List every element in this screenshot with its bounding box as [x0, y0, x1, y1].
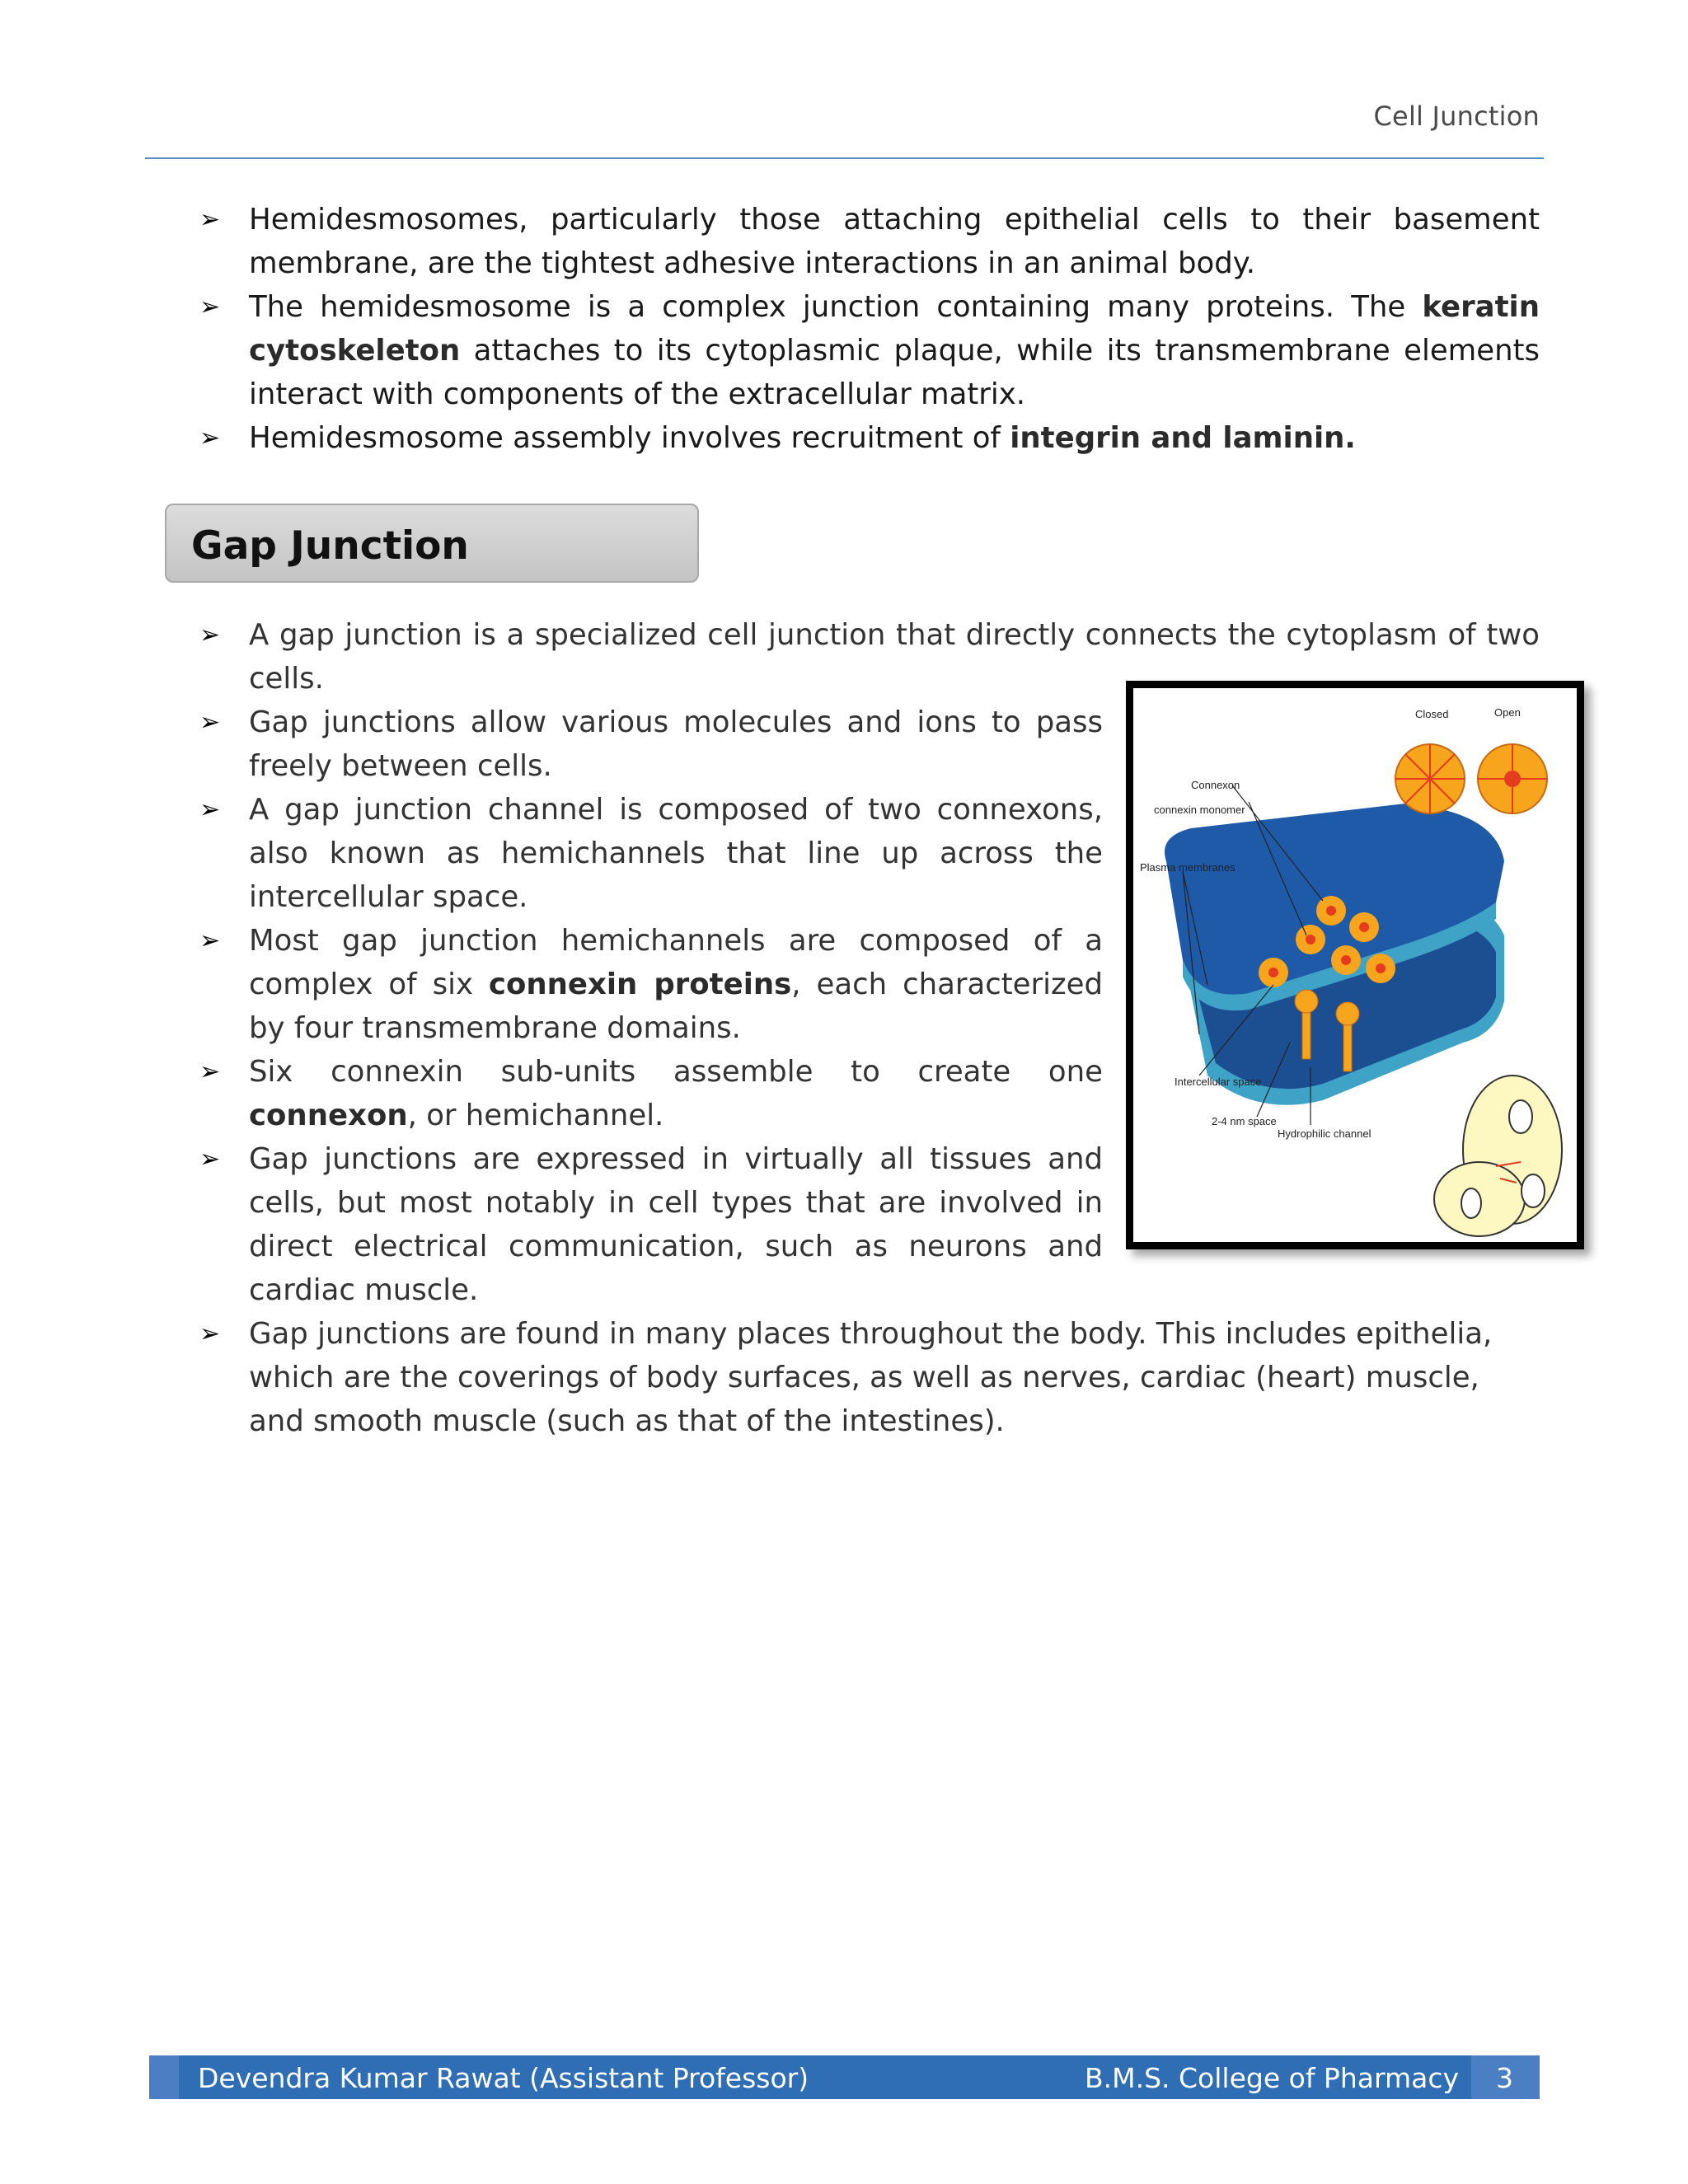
- running-header-title: Cell Junction: [1373, 101, 1540, 132]
- list-item: ➢ Gap junctions are expressed in virtually all tissues and cells, but most notably in cell types that are involved in direct electrical communication, such as neurons and cardiac muscle.: [195, 1137, 1103, 1312]
- label-connexin-monomer: connexin monomer: [1154, 804, 1245, 816]
- section-title: Gap Junction: [191, 523, 469, 569]
- label-connexon: Connexon: [1191, 779, 1240, 791]
- arrow-bullet-icon: ➢: [199, 795, 221, 824]
- footer-college: B.M.S. College of Pharmacy: [1085, 2062, 1459, 2094]
- arrow-bullet-icon: ➢: [199, 1145, 221, 1174]
- list-item: ➢ The hemidesmosome is a complex junction containing many proteins. The keratin cytoskeleton attaches to its cytoplasmic plaque, while its transmembrane elements interact with components of the extracellular matrix.: [195, 285, 1540, 416]
- open-connexon-icon: [1478, 744, 1547, 813]
- arrow-bullet-icon: ➢: [199, 293, 221, 321]
- arrow-bullet-icon: ➢: [199, 708, 221, 737]
- list-item: ➢ Gap junctions are found in many places throughout the body. This includes epithelia, which are the coverings of body surfaces, as well as nerves, cardiac (heart) muscle, and smooth muscle (such as that of the intestines).: [195, 1312, 1540, 1443]
- list-item: ➢ Most gap junction hemichannels are composed of a complex of six connexin proteins, each characterized by four transmembrane domains.: [195, 919, 1103, 1050]
- closed-connexon-icon: [1395, 744, 1465, 813]
- arrow-bullet-icon: ➢: [199, 621, 221, 649]
- list-item: ➢ A gap junction is a specialized cell junction that directly connects the cytoplasm of two cells.: [195, 613, 1540, 701]
- arrow-bullet-icon: ➢: [199, 1319, 221, 1348]
- list-item: ➢ Gap junctions allow various molecules and ions to pass freely between cells.: [195, 701, 1103, 788]
- section-heading-box: [165, 504, 699, 583]
- arrow-bullet-icon: ➢: [199, 205, 221, 234]
- arrow-bullet-icon: ➢: [199, 424, 221, 452]
- header-rule: [145, 157, 1544, 159]
- arrow-bullet-icon: ➢: [199, 926, 221, 955]
- hemidesmosome-list: [195, 198, 1540, 460]
- label-nm-space: 2-4 nm space: [1212, 1115, 1277, 1127]
- list-item: ➢ Six connexin sub-units assemble to create one connexon, or hemichannel.: [195, 1050, 1103, 1137]
- footer-accent: [149, 2055, 179, 2099]
- gap-junction-figure: [1126, 681, 1584, 1249]
- list-item: ➢ Hemidesmosome assembly involves recruitment of integrin and laminin.: [195, 416, 1540, 460]
- gap-junction-diagram: [1133, 688, 1577, 1242]
- page-number: 3: [1496, 2062, 1513, 2094]
- label-plasma-membranes: Plasma membranes: [1140, 861, 1236, 874]
- list-item: ➢ Hemidesmosomes, particularly those attaching epithelial cells to their basement membrane, are the tightest adhesive interactions in an animal body.: [195, 198, 1540, 285]
- arrow-bullet-icon: ➢: [199, 1057, 221, 1086]
- list-item: ➢ A gap junction channel is composed of two connexons, also known as hemichannels that line up across the intercellular space.: [195, 788, 1103, 919]
- cells-illustration: [1434, 1076, 1562, 1236]
- label-closed: Closed: [1415, 708, 1449, 720]
- label-hydrophilic-channel: Hydrophilic channel: [1278, 1127, 1372, 1140]
- label-intercellular-space: Intercellular space: [1175, 1076, 1262, 1088]
- label-open: Open: [1494, 706, 1521, 719]
- footer-author: Devendra Kumar Rawat (Assistant Professor): [198, 2062, 809, 2094]
